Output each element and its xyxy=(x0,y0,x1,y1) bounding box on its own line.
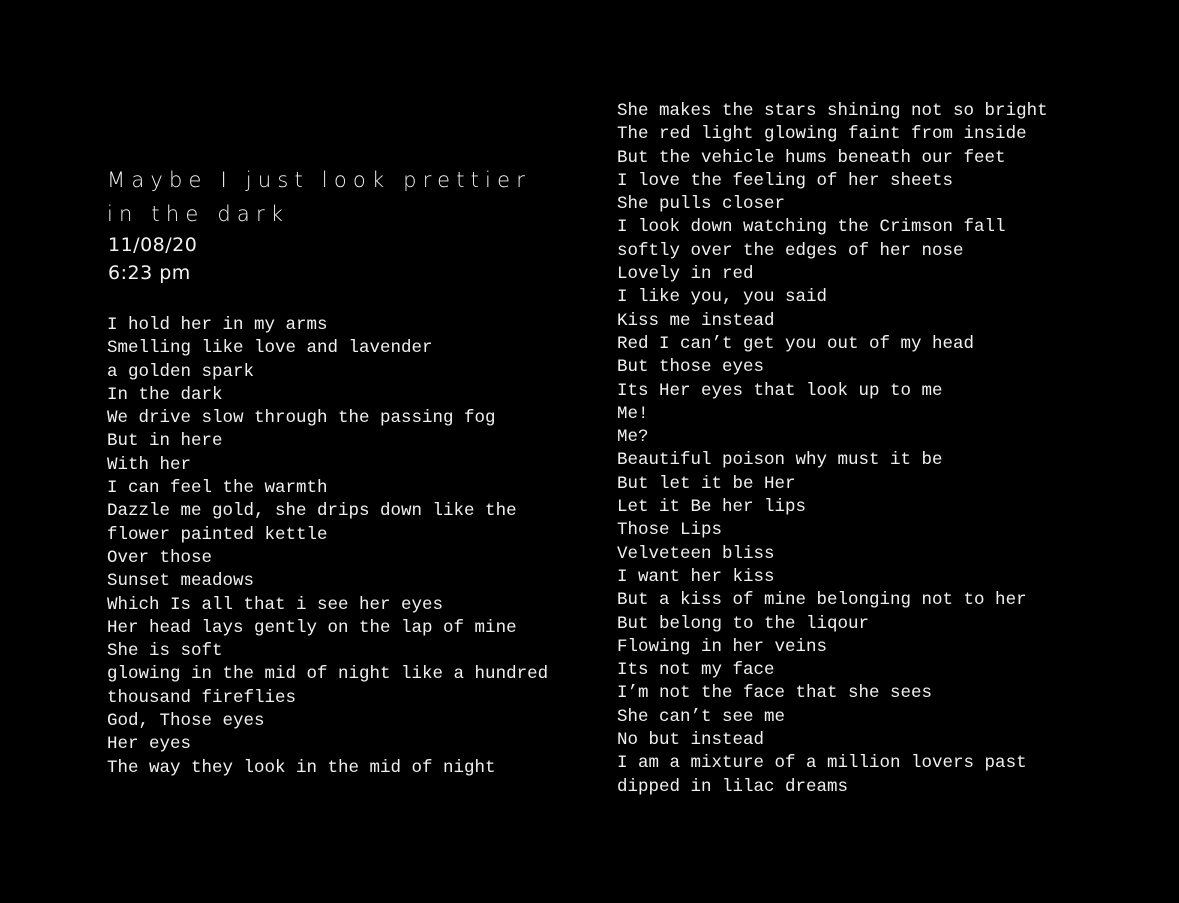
poem-line: Me! xyxy=(617,403,649,424)
poem-left-column xyxy=(107,314,548,780)
poem-line: The red light glowing faint from inside xyxy=(617,124,1027,145)
poem-line: She pulls closer xyxy=(617,194,786,215)
poem-line: But in here xyxy=(107,431,223,452)
poem-title: Maybe I just look prettier in the dark xyxy=(107,168,532,226)
poem-line: Its Her eyes that look up to me xyxy=(617,380,943,401)
poem-line: Over those xyxy=(107,547,213,568)
poem-line: flower painted kettle xyxy=(107,524,328,545)
poem-line: Those Lips xyxy=(617,520,723,541)
poem-line: But belong to the liqour xyxy=(617,613,870,634)
poem-line: thousand fireflies xyxy=(107,687,297,708)
poem-line: Dazzle me gold, she drips down like the xyxy=(107,501,517,522)
poem-line: But those eyes xyxy=(617,357,765,378)
poem-line: Flowing in her veins xyxy=(617,636,828,657)
poem-line: Let it Be her lips xyxy=(617,497,807,518)
poem-line: Me? xyxy=(617,427,649,448)
poem-line: But let it be Her xyxy=(617,473,796,494)
poem-line: I can feel the warmth xyxy=(107,478,328,499)
poem-line: I love the feeling of her sheets xyxy=(617,170,954,191)
poem-line: Kiss me instead xyxy=(617,310,775,331)
poem-line: I’m not the face that she sees xyxy=(617,683,933,704)
poem-line: Her eyes xyxy=(107,734,192,755)
poem-line: We drive slow through the passing fog xyxy=(107,408,496,429)
poem-line: Which Is all that i see her eyes xyxy=(107,594,444,615)
poem-line: Sunset meadows xyxy=(107,571,255,592)
poem-line: I look down watching the Crimson fall xyxy=(617,217,1006,238)
poem-time: 6:23 pm xyxy=(108,262,191,284)
poem-line: Beautiful poison why must it be xyxy=(617,450,943,471)
poem-line: But the vehicle hums beneath our feet xyxy=(617,147,1006,168)
poem-line: softly over the edges of her nose xyxy=(617,240,964,261)
poem-line: Smelling like love and lavender xyxy=(107,338,433,359)
poem-line: Her head lays gently on the lap of mine xyxy=(107,617,517,638)
poem-line: God, Those eyes xyxy=(107,711,265,732)
poem-line: She makes the stars shining not so bright xyxy=(617,101,1048,121)
poem-line: Velveteen bliss xyxy=(617,543,775,564)
poem-line: I am a mixture of a million lovers past xyxy=(617,753,1027,774)
poem-line: But a kiss of mine belonging not to her xyxy=(617,590,1027,611)
poem-right-column xyxy=(617,100,1048,799)
poem-line: dipped in lilac dreams xyxy=(617,776,849,797)
poem-line: In the dark xyxy=(107,384,223,405)
poem-line: The way they look in the mid of night xyxy=(107,757,496,778)
poem-line: a golden spark xyxy=(107,361,255,382)
poem-line: With her xyxy=(107,454,192,475)
poem-line: Red I can’t get you out of my head xyxy=(617,333,975,354)
poem-line: I want her kiss xyxy=(617,566,775,587)
poem-line: Its not my face xyxy=(617,660,775,681)
poem-line: glowing in the mid of night like a hundred xyxy=(107,664,549,685)
poem-date: 11/08/20 xyxy=(108,234,198,256)
poem-line: She can’t see me xyxy=(617,706,786,727)
poem-line: I hold her in my arms xyxy=(107,315,328,335)
poem-line: Lovely in red xyxy=(617,264,754,285)
poem-line: No but instead xyxy=(617,730,765,751)
poem-line: I like you, you said xyxy=(617,287,828,308)
poem-line: She is soft xyxy=(107,641,223,662)
